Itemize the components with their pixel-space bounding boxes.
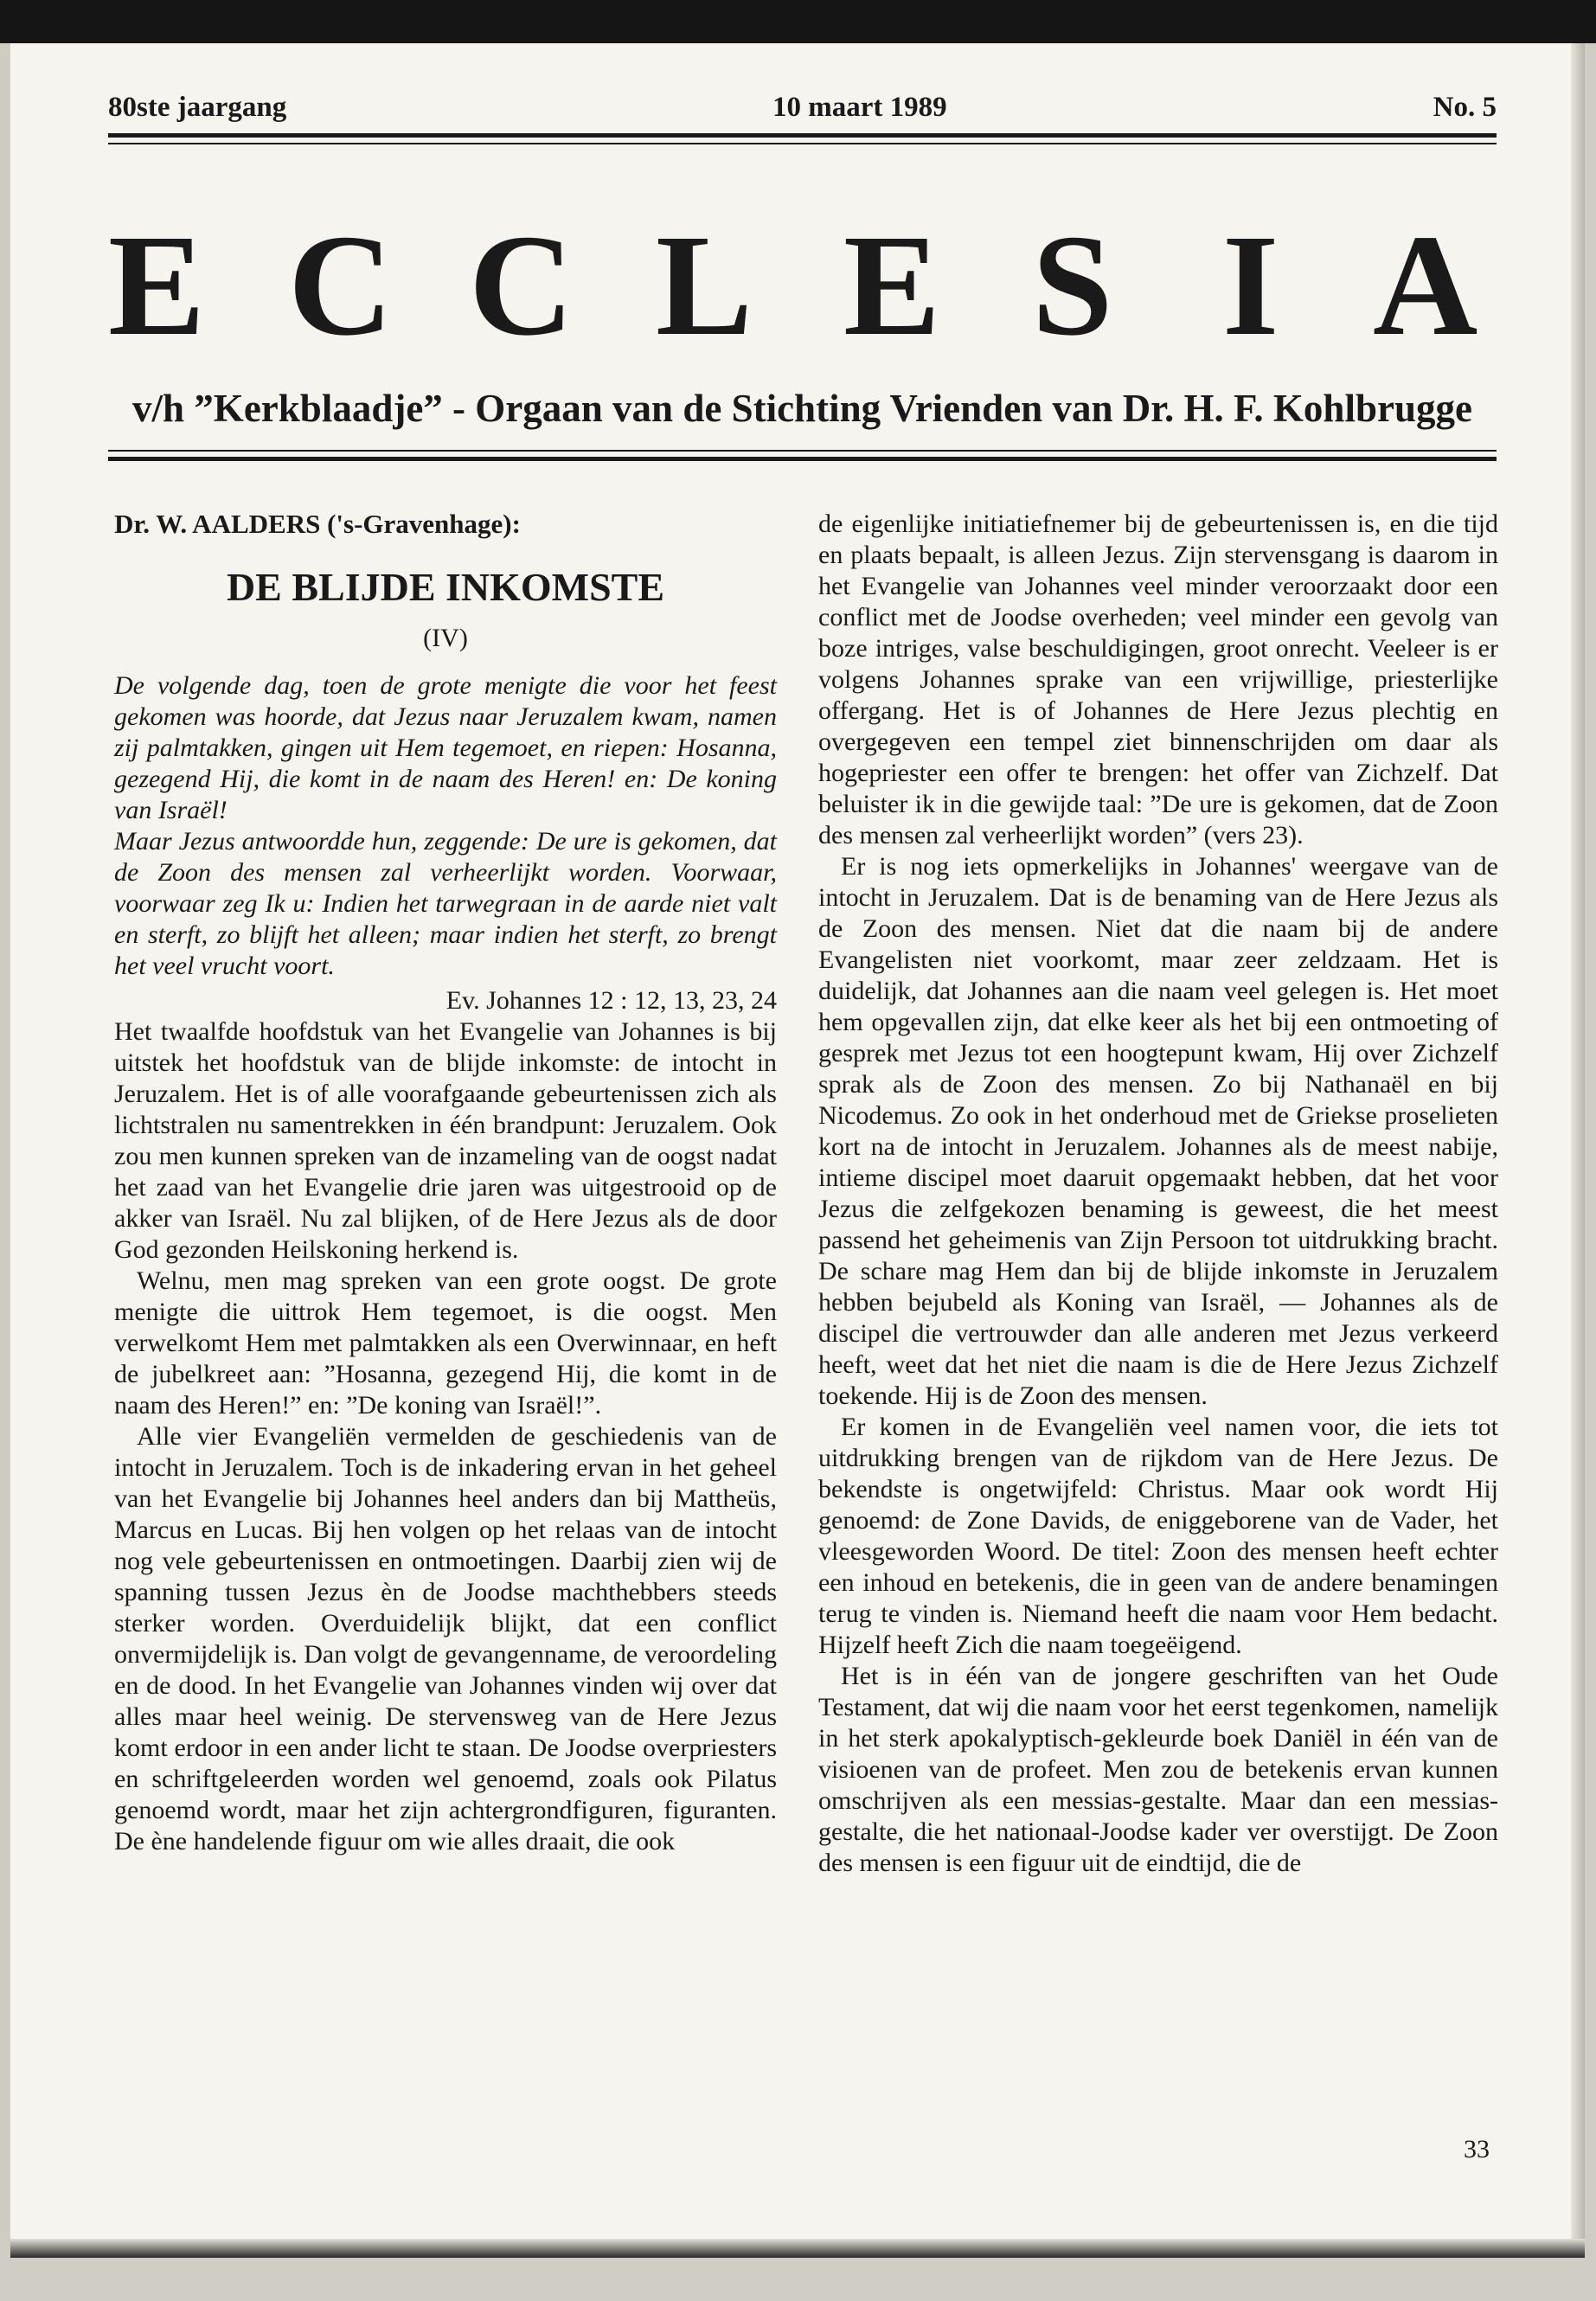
article-title: DE BLIJDE INKOMSTE [226,565,665,609]
volume-label: 80ste jaargang [108,92,287,123]
masthead-subtitle: v/h ”Kerkblaadje” - Orgaan van de Stichting Vrienden van Dr. H. F. Kohlbrugge [132,387,1472,430]
masthead-letter: S [1032,205,1113,366]
article-part-number: (IV) [423,624,468,652]
page-bottom-edge [10,2239,1585,2258]
body-paragraph: Alle vier Evangeliën vermelden de geschiedenis van de intocht in Jeruzalem. Toch is de inkadering ervan in het geheel van het Evangelie bij Johannes heel anders dan bij Mattheüs, Marcus en Lucas. Bij hen volgen op het relaas van de intocht nog vele gebeurtenissen en ontmoetingen. Daarbij zien wij de spanning tussen Jezus èn de Joodse machthebbers steeds sterker worden. Overduidelijk blijkt, dat een conflict onvermijdelijk is. Dan volgt de gevangenname, de veroordeling en de dood. In het Evangelie van Johannes vinden wij over dat alles maar heel weinig. De stervensweg van de Here Jezus komt erdoor in een ander licht te staan. De Joodse overpriesters en schriftgeleerden worden wel genoemd, zoals ook Pilatus genoemd wordt, maar het zijn achtergrondfiguren, figuranten. De ène handelende figuur om wie alles draait, die ook [114,1422,777,1856]
scripture-quote: De volgende dag, toen de grote menigte die voor het feest gekomen was hoorde, dat Jezus naar Jeruzalem kwam, namen zij palmtakken, gingen uit Hem tegemoet, en riepen: Hosanna, gezegend Hij, die komt in de naam des Heren! en: De koning van Israël! [114,671,777,824]
body-paragraph: Het is in één van de jongere geschriften van het Oude Testament, dat wij die naam voor het eerst tegenkomen, namelijk in het sterk apokalyptisch-gekleurde boek Daniël in één van de visioenen van de profeet. Men zou de betekenis ervan kunnen omschrijven als een messias-gestalte. Maar dan een messias-gestalte, die het nationaal-Joodse kader ver overstijgt. De Zoon des mensen is een figuur uit de eindtijd, die de [818,1662,1498,1877]
header-rule-thin [108,143,1497,144]
header-rule-thick [108,133,1497,138]
body-paragraph: Er komen in de Evangeliën veel namen voor, die iets tot uitdrukking brengen van de rijkdom van de Here Jezus. De bekendste is ongetwijfeld: Christus. Maar ook wordt Hij genoemd: de Zone Davids, de eniggeborene van de Vader, het vleesgeworden Woord. De titel: Zoon des mensen heeft echter een inhoud en betekenis, die in geen van de andere benamingen terug te vinden is. Niemand heeft die naam voor Hem bedacht. Hijzelf heeft Zich die naam toegeëigend. [818,1413,1498,1659]
page-number: 33 [1464,2135,1490,2163]
article-author: Dr. W. AALDERS ('s-Gravenhage): [114,509,521,539]
masthead-letter: L [656,205,753,366]
article-column-right [818,509,1498,1879]
masthead-letter: E [108,205,206,366]
subtitle-rule-thick [108,457,1497,461]
body-paragraph: de eigenlijke initiatiefnemer bij de gebeurtenissen is, en die tijd en plaats bepaalt, is alleen Jezus. Zijn stervensgang is daarom in het Evangelie van Johannes veel minder veroorzaakt door een conflict met de Joodse overheden; veel minder een gevolg van boze intriges, valse beschuldigingen, groot onrecht. Veeleer is er volgens Johannes sprake van een vrijwillige, priesterlijke offergang. Het is of Johannes de Here Jezus plechtig en overgegeven een tempel ziet binnenschrijden om daar als hogepriester een offer te brengen: het offer van Zichzelf. Dat beluister ik in die gewijde taal: ”De ure is gekomen, dat de Zoon des mensen zal verheerlijkt worden” (vers 23). [818,510,1498,849]
masthead-letter: A [1373,205,1478,366]
issue-date: 10 maart 1989 [772,92,947,123]
article-column-left [114,509,777,1857]
scan-top-edge [0,0,1596,43]
masthead-letter: C [469,205,574,366]
body-paragraph: Er is nog iets opmerkelijks in Johannes' weergave van de intocht in Jeruzalem. Dat is de benaming van de Here Jezus als de Zoon des mensen. Niet dat die naam bij de andere Evangelisten niet voorkomt, maar zeer zeldzaam. Het is duidelijk, dat Johannes aan die naam veel gelegen is. Het moet hem opgevallen zijn, dat elke keer als het bij een ontmoeting of gesprek met Jezus tot een hoogtepunt kwam, Hij over Zichzelf sprak als de Zoon des mensen. Zo bij Nathanaël en bij Nicodemus. Zo ook in het onderhoud met de Griekse proselieten kort na de intocht in Jeruzalem. Johannes als de meest nabije, intieme discipel moet daaruit opgemaakt hebben, dat het voor Jezus die zelfgekozen benaming is geweest, die het meest passend het geheimenis van Zijn Persoon tot uitdrukking bracht. De schare mag Hem dan bij de blijde inkomste in Jeruzalem hebben bejubeld als Koning van Israël, — Johannes als de discipel die vertrouwder dan alle anderen met Jezus verkeerd heeft, weet dat het niet die naam is die de Here Jezus Zichzelf toekende. Hij is de Zoon des mensen. [818,852,1498,1410]
masthead-ecclesia [108,205,1497,366]
masthead-letter: I [1222,205,1279,366]
body-paragraph: Welnu, men mag spreken van een grote oogst. De grote menigte die uittrok Hem tegemoet, is die oogst. Men verwelkomt Hem met palmtakken als een Overwinnaar, en heft de jubelkreet aan: ”Hosanna, gezegend Hij, die komt in de naam des Heren!” en: ”De koning van Israël!”. [114,1266,777,1420]
masthead-letter: C [288,205,394,366]
masthead-letter: E [843,205,941,366]
subtitle-rule-thin [108,450,1497,452]
scripture-quote: Maar Jezus antwoordde hun, zeggende: De ure is gekomen, dat de Zoon des mensen zal verheerlijkt worden. Voorwaar, voorwaar zeg Ik u: Indien het tarwegraan in de aarde niet valt en sterft, zo blijft het alleen; maar indien het sterft, zo brengt het veel vrucht voort. [114,827,777,980]
scripture-reference: Ev. Johannes 12 : 12, 13, 23, 24 [445,986,777,1015]
body-paragraph: Het twaalfde hoofdstuk van het Evangelie van Johannes is bij uitstek het hoofdstuk van de blijde inkomste: de intocht in Jeruzalem. Het is of alle voorafgaande gebeurtenissen zich als lichtstralen nu samentrekken in één brandpunt: Jeruzalem. Ook zou men kunnen spreken van de inzameling van de oogst nadat het zaad van het Evangelie drie jaren was uitgestrooid op de akker van Israël. Nu zal blijken, of de Here Jezus als de door God gezonden Heilskoning herkend is. [114,1017,777,1264]
page-right-gutter [1571,43,1585,2258]
issue-number: No. 5 [1433,92,1497,123]
issue-header [108,92,1497,126]
